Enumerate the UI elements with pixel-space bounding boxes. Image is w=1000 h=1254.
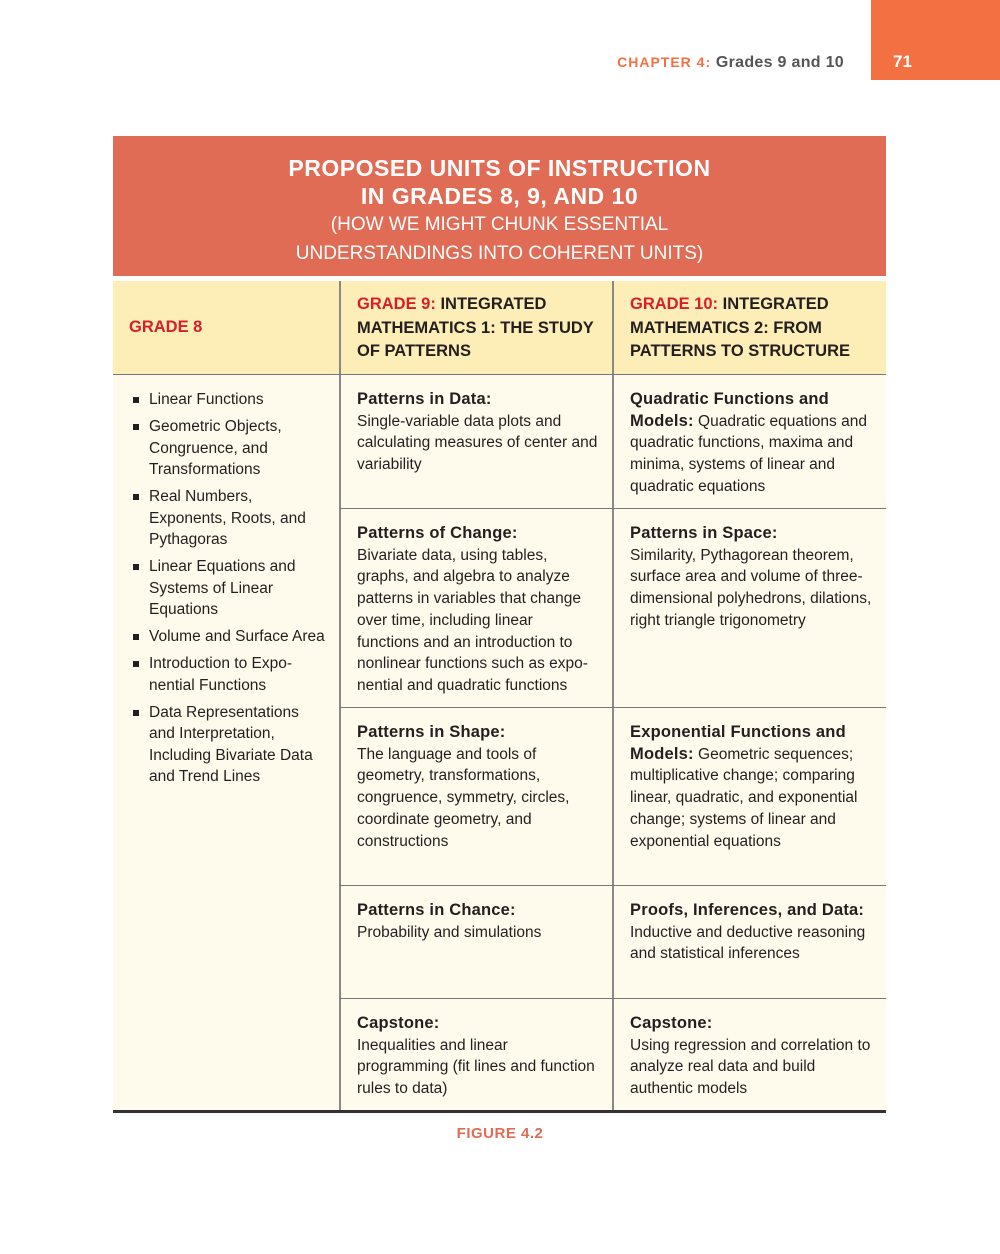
banner-title-1: PROPOSED UNITS OF INSTRUCTION	[288, 155, 711, 181]
unit-description: Quadratic equations and quadratic functions, maxima and minima, systems of linear and quadratic equations	[630, 412, 867, 495]
course-title: INTEGRATED MATHEMATICS 1: THE STUDY OF PATTERNS	[357, 295, 594, 360]
unit-description: Single-variable data plots and calculating measures of center and variability	[357, 412, 598, 474]
unit-title: Quadratic Functions and Models:	[630, 390, 829, 430]
grade-9-unit	[339, 999, 612, 1110]
list-item: Real Numbers, Exponents, Roots, and Pythagoras	[133, 486, 329, 551]
running-header	[617, 54, 844, 72]
grade-9-unit	[339, 509, 612, 707]
unit-description: Using regression and correlation to analyze real data and build authentic models	[630, 1036, 871, 1098]
unit-description: Geometric sequences; multiplicative change; comparing linear, quadratic, and exponential change; systems of linear and exponential equations	[630, 745, 858, 850]
banner-subtitle-2: UNDERSTANDINGS INTO COHERENT UNITS)	[295, 243, 704, 264]
header-grade-9	[339, 281, 612, 374]
grade-9-unit	[339, 886, 612, 998]
table-row	[339, 886, 886, 999]
grade-9-10-rows	[339, 375, 886, 1110]
table-row	[339, 708, 886, 886]
grade-label: GRADE 10:	[630, 295, 719, 313]
grade-10-unit	[612, 999, 886, 1110]
unit-description: Bivariate data, using tables, graphs, and algebra to analyze patterns in variables that change over time, including linear functions and an introduction to nonlinear functions such as expo-nential and quadratic functions	[357, 546, 588, 694]
table-row	[339, 999, 886, 1110]
page-tab	[871, 0, 1000, 80]
unit-title: Capstone:	[357, 1014, 440, 1032]
list-item: Introduction to Expo-nential Functions	[133, 653, 329, 696]
unit-title: Exponential Functions and Models:	[630, 723, 846, 763]
unit-description: Inequalities and linear programming (fit lines and function rules to data)	[357, 1036, 595, 1098]
unit-description: Probability and simulations	[357, 923, 542, 941]
course-title: INTEGRATED MATHEMATICS 2: FROM PATTERNS TO STRUCTURE	[630, 295, 851, 360]
unit-title: Patterns in Data:	[357, 390, 492, 408]
figure-caption: FIGURE 4.2	[456, 1125, 544, 1142]
grade-label: GRADE 8	[129, 318, 203, 336]
grade-10-unit	[612, 509, 886, 707]
unit-description: Inductive and deductive reasoning and statistical inferences	[630, 923, 866, 963]
unit-title: Patterns in Chance:	[357, 901, 516, 919]
unit-description: The language and tools of geometry, transformations, congruence, symmetry, circles, coordinate geometry, and constructions	[357, 745, 570, 850]
grade-9-unit	[339, 375, 612, 508]
table-body	[113, 375, 886, 1113]
grade-8-list	[113, 375, 339, 1110]
unit-description: Similarity, Pythagorean theorem, surface area and volume of three-dimensional polyhedrons, dilations, right triangle trigonometry	[630, 546, 872, 629]
chapter-label: CHAPTER 4:	[617, 54, 712, 70]
table-row	[339, 375, 886, 509]
table-row	[339, 509, 886, 708]
list-item: Geometric Objects, Congruence, and Transformations	[133, 416, 329, 481]
unit-title: Capstone:	[630, 1014, 713, 1032]
unit-title: Patterns in Space:	[630, 524, 778, 542]
grade-10-unit	[612, 375, 886, 508]
unit-title: Patterns in Shape:	[357, 723, 506, 741]
list-item: Data Representations and Interpretation, Including Bivariate Data and Trend Lines	[133, 702, 329, 788]
header-grade-8	[113, 281, 339, 374]
header-row	[113, 281, 886, 375]
header-grade-10	[612, 281, 886, 374]
list-item: Linear Functions	[133, 389, 329, 411]
banner-title-2: IN GRADES 8, 9, AND 10	[360, 183, 639, 209]
unit-title: Proofs, Inferences, and Data:	[630, 901, 865, 919]
list-item: Linear Equations and Systems of Linear Equations	[133, 556, 329, 621]
unit-title: Patterns of Change:	[357, 524, 518, 542]
grade-10-unit	[612, 886, 886, 998]
list-item: Volume and Surface Area	[133, 626, 329, 648]
grade-label: GRADE 9:	[357, 295, 436, 313]
figure-banner	[113, 136, 886, 276]
page-number: 71	[893, 52, 912, 71]
grade-8-items	[133, 389, 329, 788]
banner-subtitle-1: (HOW WE MIGHT CHUNK ESSENTIAL	[330, 214, 669, 235]
units-table	[113, 281, 886, 1113]
grade-9-unit	[339, 708, 612, 885]
chapter-title: Grades 9 and 10	[715, 54, 844, 71]
grade-10-unit	[612, 708, 886, 885]
